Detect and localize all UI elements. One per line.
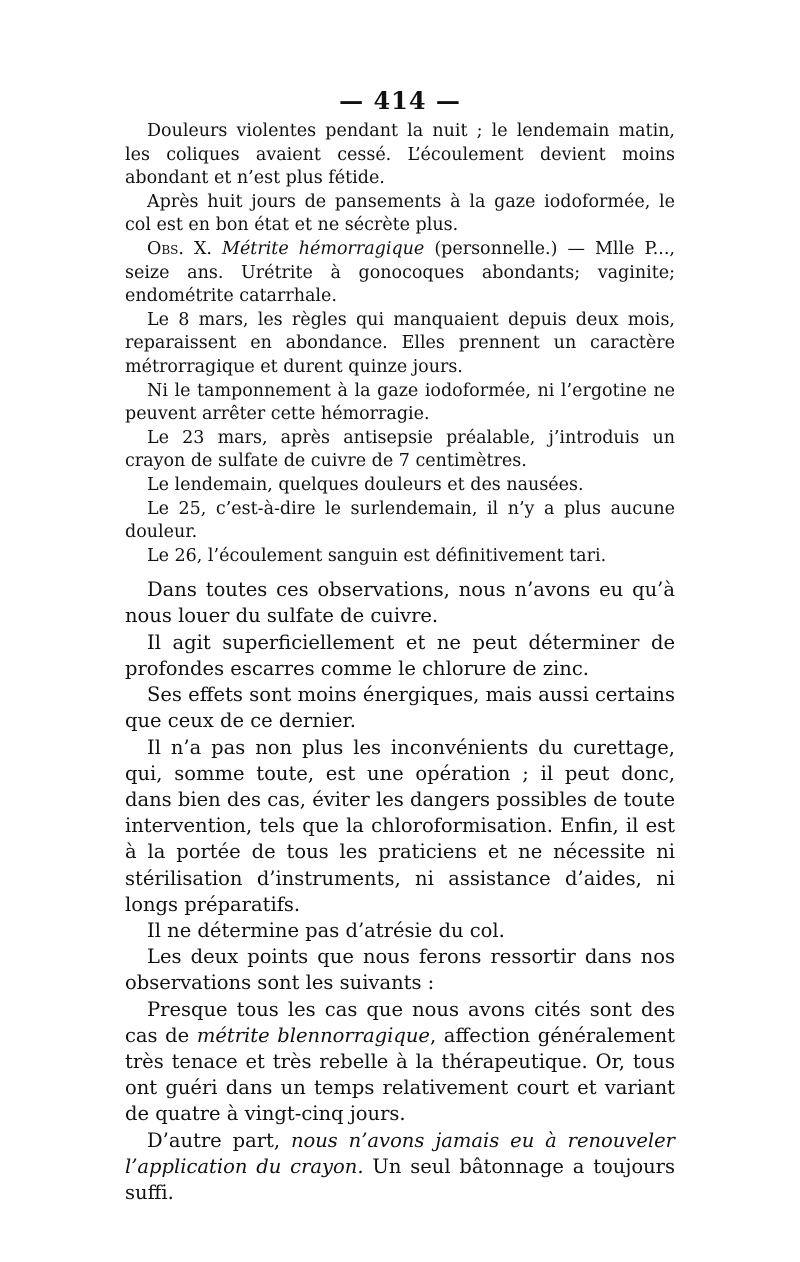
opening-section — [125, 120, 675, 568]
paragraph: Le 26, l’écoulement sanguin est définitivement tari. — [147, 545, 607, 566]
paragraph: Le 23 mars, après antisepsie préalable, j’introduis un crayon de sulfate de cuivre de 7 centimètres. — [125, 427, 675, 472]
paragraph: Douleurs violentes pendant la nuit ; le lendemain matin, les coliques avaient cessé. L’écoulement devient moins abondant et n’est plus fétide. — [125, 121, 675, 189]
paragraph: Il agit superficiellement et ne peut déterminer de profondes escarres comme le chlorure de zinc. — [125, 630, 675, 680]
paragraph: Il ne détermine pas d’atrésie du col. — [147, 918, 505, 942]
observation-source: (personnelle.) — Mlle P..., seize ans. Urétrite à gonocoques abondants; vaginite; endométrite catarrhale. — [125, 238, 675, 307]
paragraph: Ni le tamponnement à la gaze iodoformée, ni l’ergotine ne peuvent arrêter cette hémorragie. — [125, 380, 675, 425]
paragraph — [125, 997, 675, 1128]
observation-title: Métrite hémorragique — [222, 238, 425, 259]
section-gap — [125, 568, 675, 577]
paragraph: Le lendemain, quelques douleurs et des nausées. — [147, 474, 584, 495]
paragraph: Le 25, c’est-à-dire le surlendemain, il n’y a plus aucune douleur. — [125, 498, 675, 543]
paragraph: Ses effets sont moins énergiques, mais aussi certains que ceux de ce dernier. — [125, 683, 675, 733]
point-one-term: métrite blennorragique — [196, 1023, 430, 1047]
point-one-lead: Presque tous les cas que nous avons cités sont des cas de — [125, 997, 675, 1047]
paragraph: Les deux points que nous ferons ressortir dans nos observations sont les suivants : — [125, 945, 675, 995]
page-body — [125, 120, 675, 1206]
observation-label: Obs. X. — [147, 238, 212, 259]
observation-heading — [125, 238, 675, 309]
paragraph: Le 8 mars, les règles qui manquaient depuis deux mois, reparaissent en abondance. Elles prennent un caractère métrorragique et durent quinze jours. — [125, 309, 675, 377]
point-two-lead: D’autre part, — [147, 1128, 281, 1152]
point-two-emphasis: nous n’avons jamais eu à renouveler l’application du crayon. — [125, 1128, 675, 1178]
paragraph: Après huit jours de pansements à la gaze iodoformée, le col est en bon état et ne sécrète plus. — [125, 191, 675, 236]
paragraph — [125, 1128, 675, 1207]
paragraph: Il n’a pas non plus les inconvénients du curettage, qui, somme toute, est une opération ; il peut donc, dans bien des cas, éviter les dangers possibles de toute intervention, tels que la chloroformisation. Enfin, il est à la portée de tous les praticiens et ne nécessite ni stérilisation d’instruments, ni assistance d’aides, ni longs préparatifs. — [125, 735, 675, 916]
point-one-tail: , affection généralement très tenace et très rebelle à la thérapeutique. Or, tous ont guéri dans un temps relativement court et variant de quatre à vingt-cinq jours. — [125, 1023, 676, 1126]
page-number: — 414 — — [339, 86, 461, 115]
paragraph: Dans toutes ces observations, nous n’avons eu qu’à nous louer du sulfate de cuivre. — [125, 578, 675, 628]
point-two-tail: Un seul bâtonnage a toujours suffi. — [125, 1154, 676, 1204]
conclusion-section — [125, 577, 675, 1206]
